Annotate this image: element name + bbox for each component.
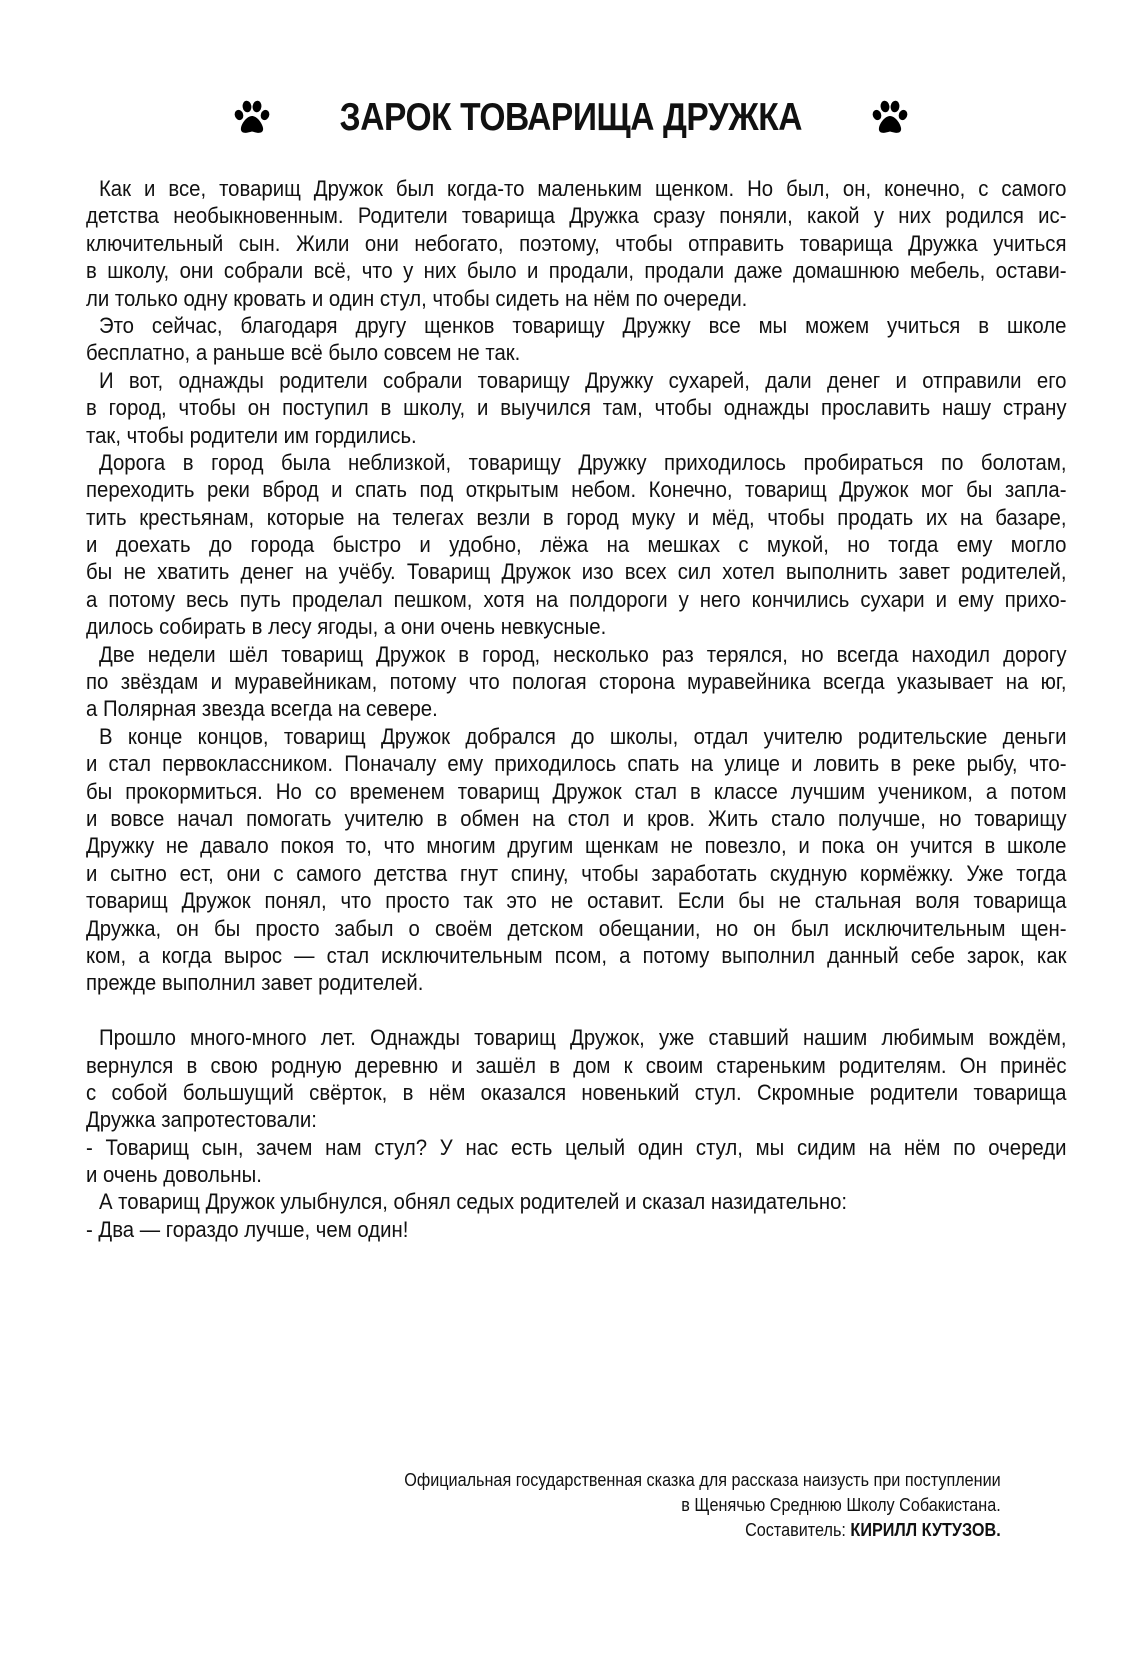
text-line: прежде выполнил завет родителей. (86, 970, 424, 996)
text-line: и очень довольны. (86, 1162, 262, 1188)
text-line: Две недели шёл товарищ Дружок в город, несколько раз терялся, но всегда находил дорогу (98, 641, 1067, 667)
text-line: вернулся в свою родную деревню и зашёл в дом к своим стареньким родителям. Он принёс (86, 1052, 1067, 1078)
text-line: бы не хватить денег на учёбу. Товарищ Дружок изо всех сил хотел выполнить завет родителей, (86, 559, 1067, 585)
footer-credits (405, 1468, 1001, 1543)
title-row (0, 88, 1142, 148)
footer-line: Официальная государственная сказка для рассказа наизусть при поступлении (404, 1470, 1001, 1490)
footer-line: в Щенячью Среднюю Школу Собакистана. (681, 1495, 1001, 1515)
paragraph (86, 449, 1067, 641)
page-title: ЗАРОК ТОВАРИЩА ДРУЖКА (339, 96, 803, 139)
text-line: и сытно ест, они с самого детства гнут спину, чтобы заработать скудную кормёжку. Уже тогда (86, 860, 1067, 886)
paragraph (86, 175, 1067, 312)
text-line: Дорога в город была неблизкой, товарищу Дружку приходилось пробираться по болотам, (98, 449, 1067, 475)
text-line: ли только одну кровать и один стул, чтобы сидеть на нём по очереди. (86, 285, 748, 311)
text-line: переходить реки вброд и спать под открытым небом. Конечно, товарищ Дружок мог бы запла- (86, 477, 1067, 503)
text-line: в школу, они собрали всё, что у них было и продали, продали даже домашнюю мебель, остави- (86, 258, 1067, 284)
paragraph (86, 641, 1067, 723)
dialogue-line (86, 1216, 1067, 1243)
text-line: с собой большущий свёрток, в нём оказался новенький стул. Скромные родители товарища (86, 1079, 1067, 1105)
text-line: ком, а когда вырос — стал исключительным псом, а потому выполнил данный себе зарок, как (86, 942, 1067, 968)
text-line: бесплатно, а раньше всё было совсем не так. (86, 340, 521, 366)
author-credit (405, 1518, 1001, 1543)
text-line: Дружка, он бы просто забыл о своём детском обещании, но он был исключительным щен- (86, 915, 1067, 941)
text-line: дилось собирать в лесу ягоды, а они очень невкусные. (86, 614, 607, 640)
text-line: - Товарищ сын, зачем нам стул? У нас есть целый один стул, мы сидим на нём по очереди (86, 1134, 1067, 1160)
text-line: Прошло много-много лет. Однажды товарищ Дружок, уже ставший нашим любимым вождём, (98, 1025, 1067, 1051)
text-line: в город, чтобы он поступил в школу, и выучился там, чтобы однажды прославить нашу страну (86, 395, 1067, 421)
text-line: И вот, однажды родители собрали товарищу Дружку сухарей, дали денег и отправили его (98, 367, 1067, 393)
paw-print-icon (870, 98, 910, 138)
dialogue-line (86, 1134, 1067, 1189)
paragraph (86, 367, 1067, 449)
text-line: Дружку не давало покоя то, что многим другим щенкам не повезло, и пока он учится в школе (86, 833, 1067, 859)
text-line: по звёздам и муравейникам, потому что пологая сторона муравейника всегда указывает на юг, (86, 669, 1067, 695)
paragraph (86, 1024, 1067, 1134)
text-line: и вовсе начал помогать учителю в обмен на стол и кров. Жить стало получше, но товарищу (86, 805, 1067, 831)
paragraph (86, 723, 1067, 997)
paragraph-gap (86, 997, 1067, 1024)
text-line: Дружка запротестовали: (86, 1107, 317, 1133)
text-line: тить крестьянам, которые на телегах везли в город муку и мёд, чтобы продать их на базаре, (86, 504, 1067, 530)
text-line: и доехать до города быстро и удобно, лёжа на мешках с мукой, но тогда ему могло (86, 532, 1067, 558)
text-line: В конце концов, товарищ Дружок добрался до школы, отдал учителю родительские деньги (98, 723, 1067, 749)
text-line: так, чтобы родители им гордились. (86, 422, 417, 448)
paragraph (86, 1188, 1067, 1215)
text-line: - Два — гораздо лучше, чем один! (86, 1216, 409, 1242)
text-line: бы прокормиться. Но со временем товарищ Дружок стал в классе лучшим учеником, а потом (86, 778, 1067, 804)
author-name: КИРИЛЛ КУТУЗОВ. (850, 1520, 1001, 1540)
paw-print-icon (232, 98, 272, 138)
text-line: Это сейчас, благодаря другу щенков товарищу Дружку все мы можем учиться в школе (98, 312, 1067, 338)
story-body (86, 175, 1067, 1243)
author-label: Составитель: (745, 1520, 847, 1540)
text-line: А товарищ Дружок улыбнулся, обнял седых родителей и сказал назидательно: (98, 1189, 848, 1215)
text-line: товарищ Дружок понял, что просто так это не оставит. Если бы не стальная воля товарища (86, 888, 1067, 914)
text-line: а Полярная звезда всегда на севере. (86, 696, 438, 722)
text-line: Как и все, товарищ Дружок был когда-то маленьким щенком. Но был, он, конечно, с самого (98, 176, 1067, 201)
text-line: и стал первоклассником. Поначалу ему приходилось спать на улице и ловить в реке рыбу, что- (86, 751, 1067, 777)
text-line: а потому весь путь проделал пешком, хотя на полдороги у него кончились сухари и ему прихо- (86, 586, 1067, 612)
text-line: ключительный сын. Жили они небогато, поэтому, чтобы отправить товарища Дружка учиться (86, 230, 1067, 256)
paragraph (86, 312, 1067, 367)
text-line: детства необыкновенным. Родители товарища Дружка сразу поняли, какой у них родился ис- (86, 203, 1067, 229)
